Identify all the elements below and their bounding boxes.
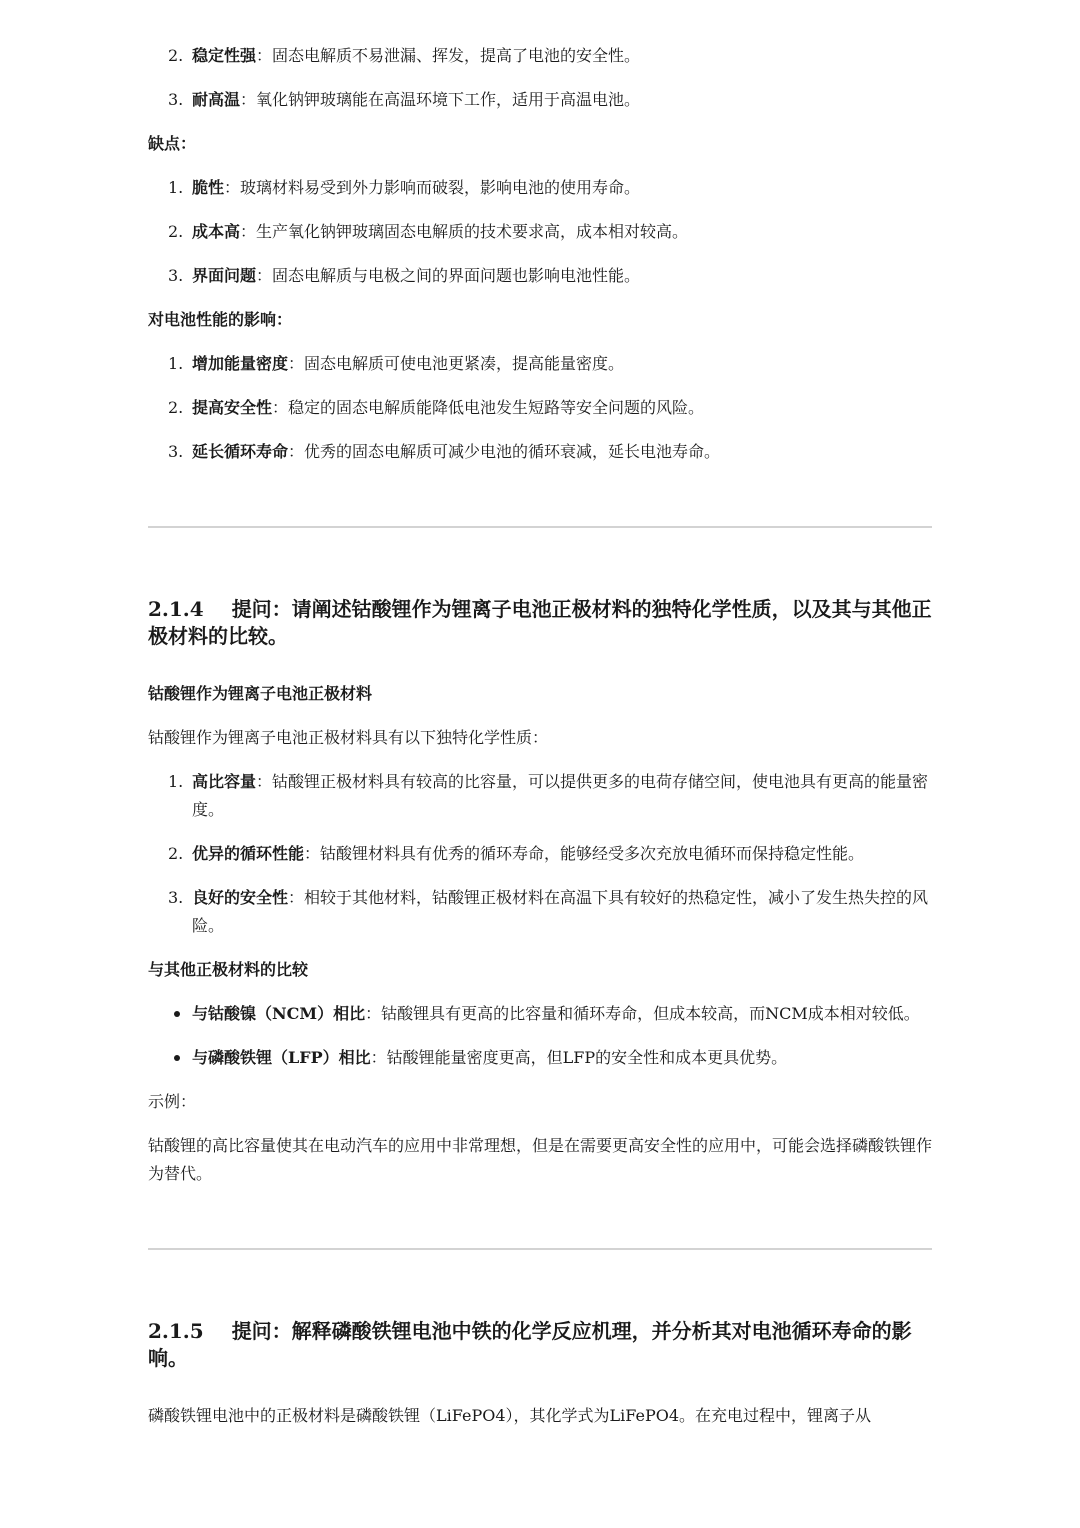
list-item	[148, 394, 932, 422]
list-item	[148, 174, 932, 202]
list-number: 3.	[168, 888, 184, 907]
disadvantages-label: 缺点：	[148, 134, 197, 153]
list-term: 优异的循环性能	[192, 844, 305, 863]
list-item	[148, 1044, 932, 1072]
list-number: 1.	[168, 178, 184, 197]
list-text: ：生产氧化钠钾玻璃固态电解质的技术要求高，成本相对较高。	[240, 222, 689, 241]
list-item	[148, 1000, 932, 1028]
list-item	[148, 768, 932, 824]
list-number: 2.	[168, 398, 184, 417]
section-number: 2.1.4	[148, 597, 204, 621]
list-text: ：钴酸锂正极材料具有较高的比容量，可以提供更多的电荷存储空间，使电池具有更高的能量密度。	[192, 772, 929, 819]
section-title: 提问：请阐述钴酸锂作为锂离子电池正极材料的独特化学性质，以及其与其他正极材料的比较。	[148, 597, 932, 648]
section-number: 2.1.5	[148, 1319, 204, 1343]
subheading: 钴酸锂作为锂离子电池正极材料	[148, 684, 373, 703]
list-item	[148, 438, 932, 466]
list-term: 良好的安全性	[192, 888, 289, 907]
list-text: ：钴酸锂能量密度更高，但LFP的安全性和成本更具优势。	[370, 1048, 788, 1067]
list-text: ：固态电解质不易泄漏、挥发，提高了电池的安全性。	[256, 46, 641, 65]
list-term: 延长循环寿命	[192, 442, 289, 461]
list-number: 3.	[168, 90, 184, 109]
list-number: 1.	[168, 354, 184, 373]
list-item	[148, 262, 932, 290]
list-text: ：钴酸锂具有更高的比容量和循环寿命，但成本较高，而NCM成本相对较低。	[365, 1004, 920, 1023]
list-text: ：钴酸锂材料具有优秀的循环寿命，能够经受多次充放电循环而保持稳定性能。	[304, 844, 865, 863]
list-number: 3.	[168, 442, 184, 461]
list-item	[148, 86, 932, 114]
section-title: 提问：解释磷酸铁锂电池中铁的化学反应机理，并分析其对电池循环寿命的影响。	[148, 1319, 912, 1370]
comparison-list	[148, 1000, 932, 1072]
subheading: 与其他正极材料的比较	[148, 960, 309, 979]
list-number: 1.	[168, 772, 184, 791]
bullet-icon	[174, 1055, 180, 1061]
list-text: ：稳定的固态电解质能降低电池发生短路等安全问题的风险。	[272, 398, 705, 417]
impact-label: 对电池性能的影响：	[148, 310, 293, 329]
list-term: 成本高	[192, 222, 241, 241]
list-text: ：氧化钠钾玻璃能在高温环境下工作，适用于高温电池。	[240, 90, 641, 109]
disadvantages-list	[148, 174, 932, 290]
properties-list	[148, 768, 932, 940]
list-term: 稳定性强	[192, 46, 257, 65]
list-term: 与磷酸铁锂（LFP）相比	[192, 1048, 371, 1067]
list-number: 2.	[168, 222, 184, 241]
advantages-list-continued	[148, 42, 932, 114]
list-term: 界面问题	[192, 266, 257, 285]
paragraph: 钴酸锂作为锂离子电池正极材料具有以下独特化学性质：	[148, 728, 549, 747]
list-number: 2.	[168, 46, 184, 65]
list-item	[148, 884, 932, 940]
list-term: 脆性	[192, 178, 225, 197]
list-term: 高比容量	[192, 772, 257, 791]
list-item	[148, 218, 932, 246]
list-number: 2.	[168, 844, 184, 863]
paragraph: 磷酸铁锂电池中的正极材料是磷酸铁锂（LiFePO4），其化学式为LiFePO4。在充电过程中，锂离子从	[148, 1406, 872, 1425]
section-heading-2-1-4	[148, 596, 932, 650]
impact-list	[148, 350, 932, 466]
list-term: 与钴酸镍（NCM）相比	[192, 1004, 366, 1023]
list-item	[148, 42, 932, 70]
list-text: ：固态电解质可使电池更紧凑，提高能量密度。	[288, 354, 625, 373]
list-text: ：固态电解质与电极之间的界面问题也影响电池性能。	[256, 266, 641, 285]
document-content	[148, 42, 932, 1446]
list-item	[148, 350, 932, 378]
list-text: ：优秀的固态电解质可减少电池的循环衰减，延长电池寿命。	[288, 442, 721, 461]
list-number: 3.	[168, 266, 184, 285]
list-item	[148, 840, 932, 868]
list-text: ：玻璃材料易受到外力影响而破裂，影响电池的使用寿命。	[224, 178, 641, 197]
list-term: 增加能量密度	[192, 354, 289, 373]
example-label: 示例：	[148, 1092, 197, 1111]
bullet-icon	[174, 1011, 180, 1017]
section-heading-2-1-5	[148, 1318, 932, 1372]
list-term: 耐高温	[192, 90, 241, 109]
example-paragraph: 钴酸锂的高比容量使其在电动汽车的应用中非常理想，但是在需要更高安全性的应用中，可能会选择磷酸铁锂作为替代。	[148, 1136, 933, 1183]
list-text: ：相较于其他材料，钴酸锂正极材料在高温下具有较好的热稳定性，减小了发生热失控的风险。	[192, 888, 929, 935]
list-term: 提高安全性	[192, 398, 273, 417]
